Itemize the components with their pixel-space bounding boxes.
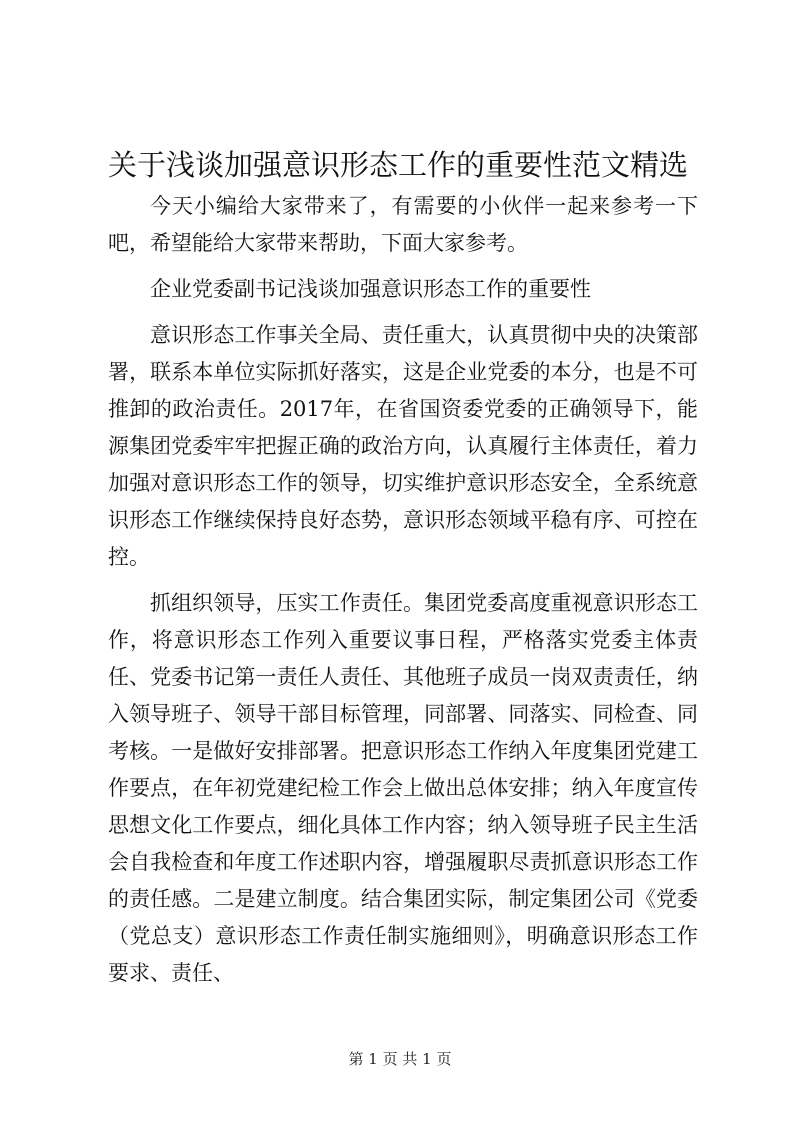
intro-paragraph: 今天小编给大家带来了，有需要的小伙伴一起来参考一下吧，希望能给大家带来帮助，下面大家参考。 — [108, 194, 698, 255]
section-heading-paragraph: 企业党委副书记浅谈加强意识形态工作的重要性 — [150, 277, 591, 301]
page-footer: 第 1 页 共 1 页 — [348, 1050, 452, 1068]
body-paragraph: 意识形态工作事关全局、责任重大，认真贯彻中央的决策部署，联系本单位实际抓好落实，这是企业党委的本分，也是不可推卸的政治责任。2017年，在省国资委党委的正确领导下，能源集团党委牢牢把握正确的政治方向，认真履行主体责任，着力加强对意识形态工作的领导，切实维护意识形态安全，全系统意识形态工作继续保持良好态势，意识形态领域平稳有序、可控在控。 — [108, 323, 698, 569]
body-paragraph: 抓组织领导，压实工作责任。集团党委高度重视意识形态工作，将意识形态工作列入重要议事日程，严格落实党委主体责任、党委书记第一责任人责任、其他班子成员一岗双责责任，纳入领导班子、领导干部目标管理，同部署、同落实、同检查、同考核。一是做好安排部署。把意识形态工作纳入年度集团党建工作要点，在年初党建纪检工作会上做出总体安排；纳入年度宣传思想文化工作要点，细化具体工作内容；纳入领导班子民主生活会自我检查和年度工作述职内容，增强履职尽责抓意识形态工作的责任感。二是建立制度。结合集团实际，制定集团公司《党委（党总支）意识形态工作责任制实施细则》，明确意识形态工作要求、责任、 — [108, 591, 698, 985]
document-title: 关于浅谈加强意识形态工作的重要性范文精选 — [108, 148, 689, 182]
document-body — [108, 188, 698, 992]
